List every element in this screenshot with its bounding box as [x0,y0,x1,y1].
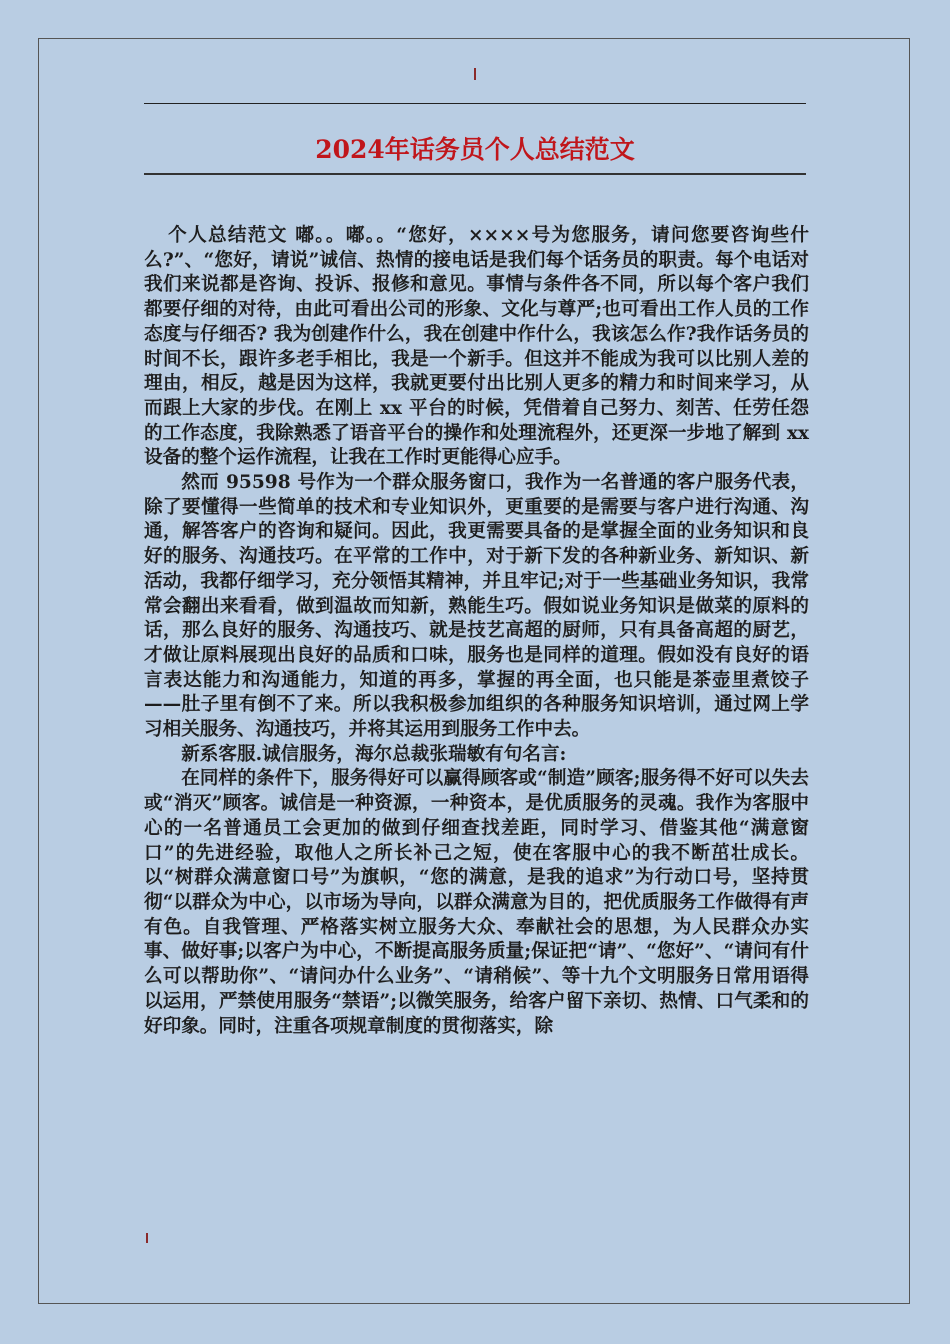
title-underline [144,173,806,175]
paragraph-1: 个人总结范文 嘟。。嘟。。“您好，××××号为您服务，请问您要咨询些什么?”、“您好，请说”诚信、热情的接电话是我们每个话务员的职责。每个电话对我们来说都是咨询、投诉、报修和意见。事情与条件各不同，所以每个客户我们都要仔细的对待，由此可看出公司的形象、文化与尊严;也可看出工作人员的工作态度与仔细否? 我为创建作什么，我在创建中作什么，我该怎么作?我作话务员的时间不长，跟许多老手相比，我是一个新手。但这并不能成为我可以比别人差的理由，相反，越是因为这样，我就更要付出比别人更多的精力和时间来学习，从而跟上大家的步伐。在刚上 xx 平台的时候，凭借着自己努力、刻苦、任劳任怨的工作态度，我除熟悉了语音平台的操作和处理流程外，还更深一步地了解到 xx 设备的整个运作流程，让我在工作时更能得心应手。 [144,225,809,469]
paragraph-2: 然而 95598 号作为一个群众服务窗口，我作为一名普通的客户服务代表，除了要懂得一些简单的技术和专业知识外，更重要的是需要与客户进行沟通、沟通，解答客户的咨询和疑问。因此，我更需要具备的是掌握全面的业务知识和良好的服务、沟通技巧。在平常的工作中，对于新下发的各种新业务、新知识、新活动，我都仔细学习，充分领悟其精神，并且牢记;对于一些基础业务知识，我常常会翻出来看看，做到温故而知新，熟能生巧。假如说业务知识是做菜的原料的话，那么良好的服务、沟通技巧、就是技艺高超的厨师，只有具备高超的厨艺，才做让原料展现出良好的品质和口味，服务也是同样的道理。假如没有良好的语言表达能力和沟通能力，知道的再多，掌握的再全面，也只能是茶壶里煮饺子——肚子里有倒不了来。所以我积极参加组织的各种服务知识培训，通过网上学习相关服务、沟通技巧，并将其运用到服务工作中去。 [144,472,809,741]
header-rule [144,103,806,104]
document-body [144,224,809,1039]
footer-mark [146,1233,148,1243]
header-mark [474,68,476,80]
paragraph-4: 在同样的条件下，服务得好可以赢得顾客或“制造”顾客;服务得不好可以失去或“消灭”顾客。诚信是一种资源，一种资本，是优质服务的灵魂。我作为客服中心的一名普通员工会更加的做到仔细查找差距，同时学习、借鉴其他“满意窗口”的先进经验，取他人之所长补己之短，使在客服中心的我不断茁壮成长。以“树群众满意窗口号”为旗帜，“您的满意，是我的追求”为行动口号，坚持贯彻“以群众为中心，以市场为导向，以群众满意为目的，把优质服务工作做得有声有色。自我管理、严格落实树立服务大众、奉献社会的思想，为人民群众办实事、做好事;以客户为中心，不断提高服务质量;保证把“请”、“您好”、“请问有什么可以帮助你”、“请问办什么业务”、“请稍候”、等十九个文明服务日常用语得以运用，严禁使用服务“禁语”;以微笑服务，给客户留下亲切、热情、口气柔和的好印象。同时，注重各项规章制度的贯彻落实，除 [144,768,809,1037]
document-title: 2024年话务员个人总结范文 [315,135,635,164]
paragraph-3: 新系客服.诚信服务，海尔总裁张瑞敏有句名言: [181,743,567,765]
